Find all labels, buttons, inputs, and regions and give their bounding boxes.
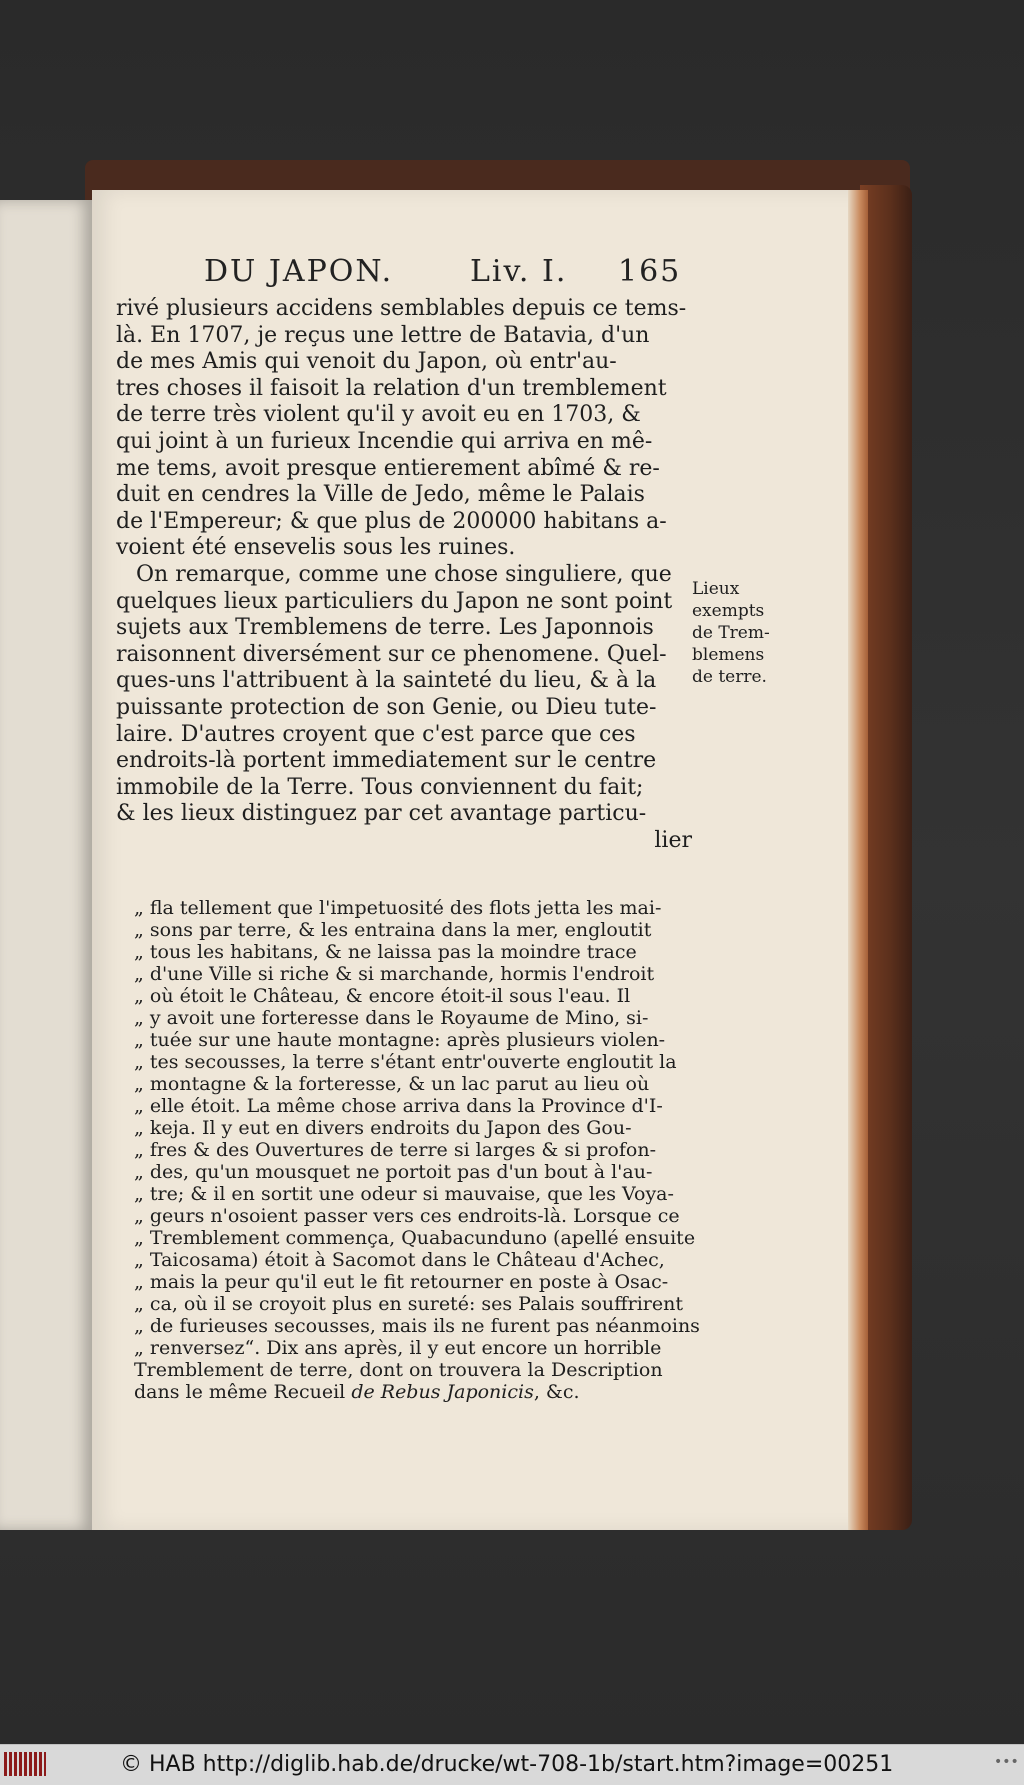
source-url[interactable]: © HAB http://diglib.hab.de/drucke/wt-708-1b/start.htm?image=00251 bbox=[120, 1752, 894, 1777]
quote-line: „ elle étoit. La même chose arriva dans la Province d'I- bbox=[134, 1095, 663, 1117]
quote-line-last bbox=[134, 1381, 724, 1403]
text-line: immobile de la Terre. Tous conviennent du fait; bbox=[116, 774, 644, 800]
quote-line: „ tous les habitans, & ne laissa pas la moindre trace bbox=[134, 941, 637, 963]
text-line: laire. D'autres croyent que c'est parce que ces bbox=[116, 721, 636, 747]
quote-line: „ sons par terre, & les entraina dans la mer, engloutit bbox=[134, 919, 652, 941]
text-line: ques-uns l'attribuent à la sainteté du lieu, & à la bbox=[116, 668, 657, 694]
text-line: de mes Amis qui venoit du Japon, où entr'au- bbox=[116, 349, 617, 375]
text-line: tres choses il faisoit la relation d'un tremblement bbox=[116, 375, 667, 401]
footnote-quote bbox=[134, 897, 724, 1403]
text-line: endroits-là portent immediatement sur le centre bbox=[116, 748, 657, 774]
text-line: qui joint à un furieux Incendie qui arriva en mê- bbox=[116, 428, 653, 454]
text-line: me tems, avoit presque entierement abîmé & re- bbox=[116, 455, 660, 481]
quote-line: „ tes secousses, la terre s'étant entr'ouverte engloutit la bbox=[134, 1051, 677, 1073]
text-line: rivé plusieurs accidens semblables depuis ce tems- bbox=[116, 296, 687, 321]
margin-note-line: Lieux bbox=[692, 579, 740, 599]
text-line: sujets aux Tremblemens de terre. Les Japonnois bbox=[116, 615, 654, 641]
quote-line: „ où étoit le Château, & encore étoit-il sous l'eau. Il bbox=[134, 985, 631, 1007]
text-line: voient été ensevelis sous les ruines. bbox=[116, 535, 516, 561]
quote-line: „ ca, où il se croyoit plus en sureté: ses Palais souffrirent bbox=[134, 1293, 683, 1315]
running-title: DU JAPON. bbox=[204, 254, 394, 289]
quote-line: „ fla tellement que l'impetuosité des flots jetta les mai- bbox=[134, 897, 662, 919]
quote-text: dans le même Recueil bbox=[134, 1381, 352, 1403]
text-line: là. En 1707, je reçus une lettre de Batavia, d'un bbox=[116, 322, 650, 348]
quote-line: „ Tremblement commença, Quabacunduno (apellé ensuite bbox=[134, 1227, 696, 1249]
text-line: raisonnent diversément sur ce phenomene. Quel- bbox=[116, 641, 667, 667]
quote-italic-title: de Rebus Japonicis bbox=[351, 1381, 534, 1403]
text-line: duit en cendres la Ville de Jedo, même le Palais bbox=[116, 482, 645, 508]
text-line: puissante protection de son Genie, ou Dieu tute- bbox=[116, 694, 657, 720]
quote-line: „ renversez“. Dix ans après, il y eut encore un horrible bbox=[134, 1337, 662, 1359]
main-text bbox=[116, 296, 692, 854]
quote-line: „ montagne & la forteresse, & un lac parut au lieu où bbox=[134, 1073, 650, 1095]
quote-line: „ Taicosama) étoit à Sacomot dans le Château d'Achec, bbox=[134, 1249, 665, 1271]
margin-note-line: de terre. bbox=[692, 667, 767, 687]
text-line: de l'Empereur; & que plus de 200000 habitans a- bbox=[116, 508, 667, 534]
quote-line: „ tuée sur une haute montagne: après plusieurs violen- bbox=[134, 1029, 666, 1051]
text-line: quelques lieux particuliers du Japon ne sont point bbox=[116, 588, 673, 614]
quote-line: Tremblement de terre, dont on trouvera la Description bbox=[134, 1359, 663, 1381]
book-number: Liv. I. bbox=[470, 254, 568, 289]
text-line: de terre très violent qu'il y avoit eu en 1703, & bbox=[116, 402, 641, 428]
quote-line: „ tre; & il en sortit une odeur si mauvaise, que les Voya- bbox=[134, 1183, 674, 1205]
margin-note-line: blemens bbox=[692, 645, 765, 665]
quote-line: „ fres & des Ouvertures de terre si larges & si profon- bbox=[134, 1139, 656, 1161]
text-line: lier bbox=[654, 827, 692, 853]
quote-line: „ d'une Ville si riche & si marchande, hormis l'endroit bbox=[134, 963, 655, 985]
quote-line: „ geurs n'osoient passer vers ces endroits-là. Lorsque ce bbox=[134, 1205, 680, 1227]
quote-line: „ mais la peur qu'il eut le fit retourner en poste à Osac- bbox=[134, 1271, 669, 1293]
quote-text: , &c. bbox=[533, 1381, 580, 1403]
facing-page bbox=[0, 200, 92, 1530]
hab-logo-icon bbox=[4, 1752, 46, 1776]
quote-line: „ keja. Il y eut en divers endroits du Japon des Gou- bbox=[134, 1117, 632, 1139]
page-number: 165 bbox=[618, 254, 682, 289]
more-icon[interactable]: ••• bbox=[994, 1754, 1019, 1770]
quote-line: „ de furieuses secousses, mais ils ne furent pas néanmoins bbox=[134, 1315, 700, 1337]
text-line: On remarque, comme une chose singuliere, que bbox=[136, 561, 672, 587]
text-line: & les lieux distinguez par cet avantage particu- bbox=[116, 801, 647, 827]
margin-note-line: exempts bbox=[692, 601, 765, 621]
margin-note bbox=[692, 578, 792, 688]
quote-line: „ y avoit une forteresse dans le Royaume de Mino, si- bbox=[134, 1007, 649, 1029]
page-edge bbox=[848, 190, 868, 1530]
page-header bbox=[204, 254, 684, 294]
quote-line: „ des, qu'un mousquet ne portoit pas d'un bout à l'au- bbox=[134, 1161, 653, 1183]
margin-note-line: de Trem- bbox=[692, 623, 770, 643]
